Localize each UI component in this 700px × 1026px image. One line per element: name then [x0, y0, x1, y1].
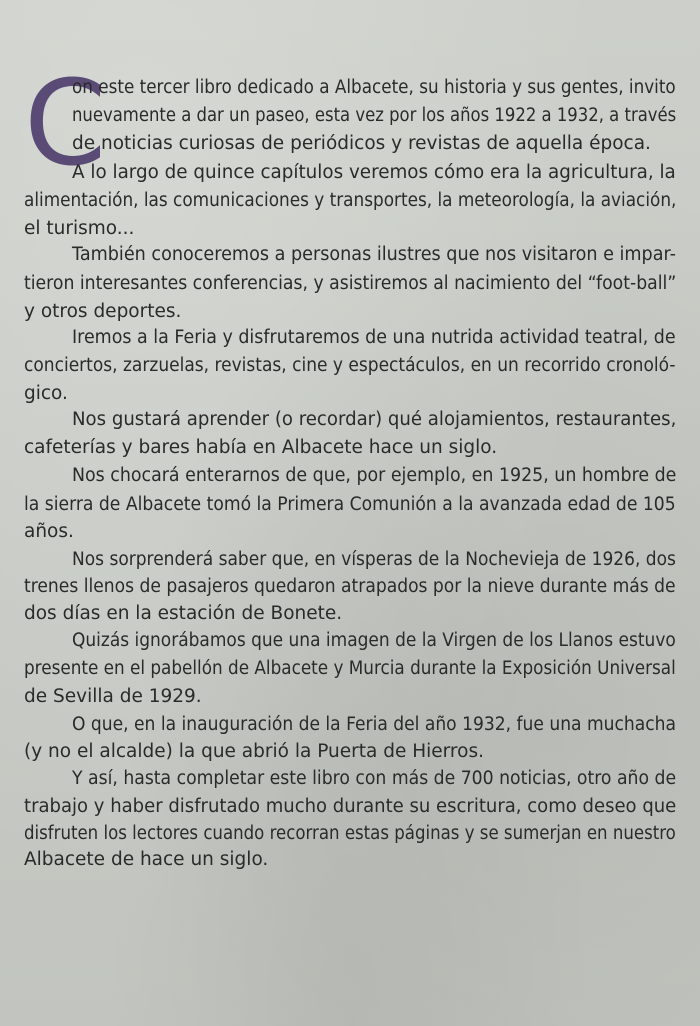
text-line: la sierra de Albacete tomó la Primera Comunión a la avanzada edad de 105 [24, 494, 676, 515]
text-line: años. [24, 521, 74, 542]
text-line: de noticias curiosas de periódicos y revistas de aquella época. [72, 133, 651, 154]
text-line: tieron interesantes conferencias, y asistiremos al nacimiento del “foot-ball” [24, 273, 677, 294]
text-line: Nos sorprenderá saber que, en vísperas de la Nochevieja de 1926, dos [72, 549, 676, 570]
text-line: cafeterías y bares había en Albacete hace un siglo. [24, 437, 498, 458]
text-line: alimentación, las comunicaciones y transportes, la meteorología, la aviación, [24, 190, 677, 211]
text-line: trabajo y haber disfrutado mucho durante su escritura, como deseo que [24, 796, 677, 817]
text-line: Albacete de hace un siglo. [24, 849, 269, 870]
text-line: y otros deportes. [24, 301, 182, 322]
text-line: (y no el alcalde) la que abrió la Puerta de Hierros. [24, 741, 484, 762]
text-line: presente en el pabellón de Albacete y Murcia durante la Exposición Universal [24, 658, 676, 679]
text-line: disfruten los lectores cuando recorran estas páginas y se sumerjan en nuestro [24, 823, 676, 844]
text-line: A lo largo de quince capítulos veremos cómo era la agricultura, la [72, 162, 676, 183]
text-line: Nos gustará aprender (o recordar) qué alojamientos, restaurantes, [72, 409, 677, 430]
text-line: el turismo... [24, 218, 135, 239]
text-line: trenes llenos de pasajeros quedaron atrapados por la nieve durante más de [24, 576, 676, 597]
text-line: Y así, hasta completar este libro con más de 700 noticias, otro año de [72, 768, 677, 789]
text-line: También conoceremos a personas ilustres que nos visitaron e impar- [72, 244, 676, 265]
text-line: gico. [24, 383, 68, 404]
text-line: nuevamente a dar un paseo, esta vez por los años 1922 a 1932, a través [72, 105, 677, 126]
text-line: O que, en la inauguración de la Feria del año 1932, fue una muchacha [72, 714, 676, 735]
text-line: Iremos a la Feria y disfrutaremos de una nutrida actividad teatral, de [72, 327, 676, 348]
drop-cap: C [24, 54, 107, 192]
text-line: on este tercer libro dedicado a Albacete, su historia y sus gentes, invito [72, 77, 676, 98]
text-line: conciertos, zarzuelas, revistas, cine y espectáculos, en un recorrido cronoló- [24, 355, 676, 376]
text-line: Quizás ignorábamos que una imagen de la Virgen de los Llanos estuvo [72, 630, 676, 651]
text-line: Nos chocará enterarnos de que, por ejemplo, en 1925, un hombre de [72, 465, 677, 486]
text-line: dos días en la estación de Bonete. [24, 603, 343, 624]
text-line: de Sevilla de 1929. [24, 686, 202, 707]
